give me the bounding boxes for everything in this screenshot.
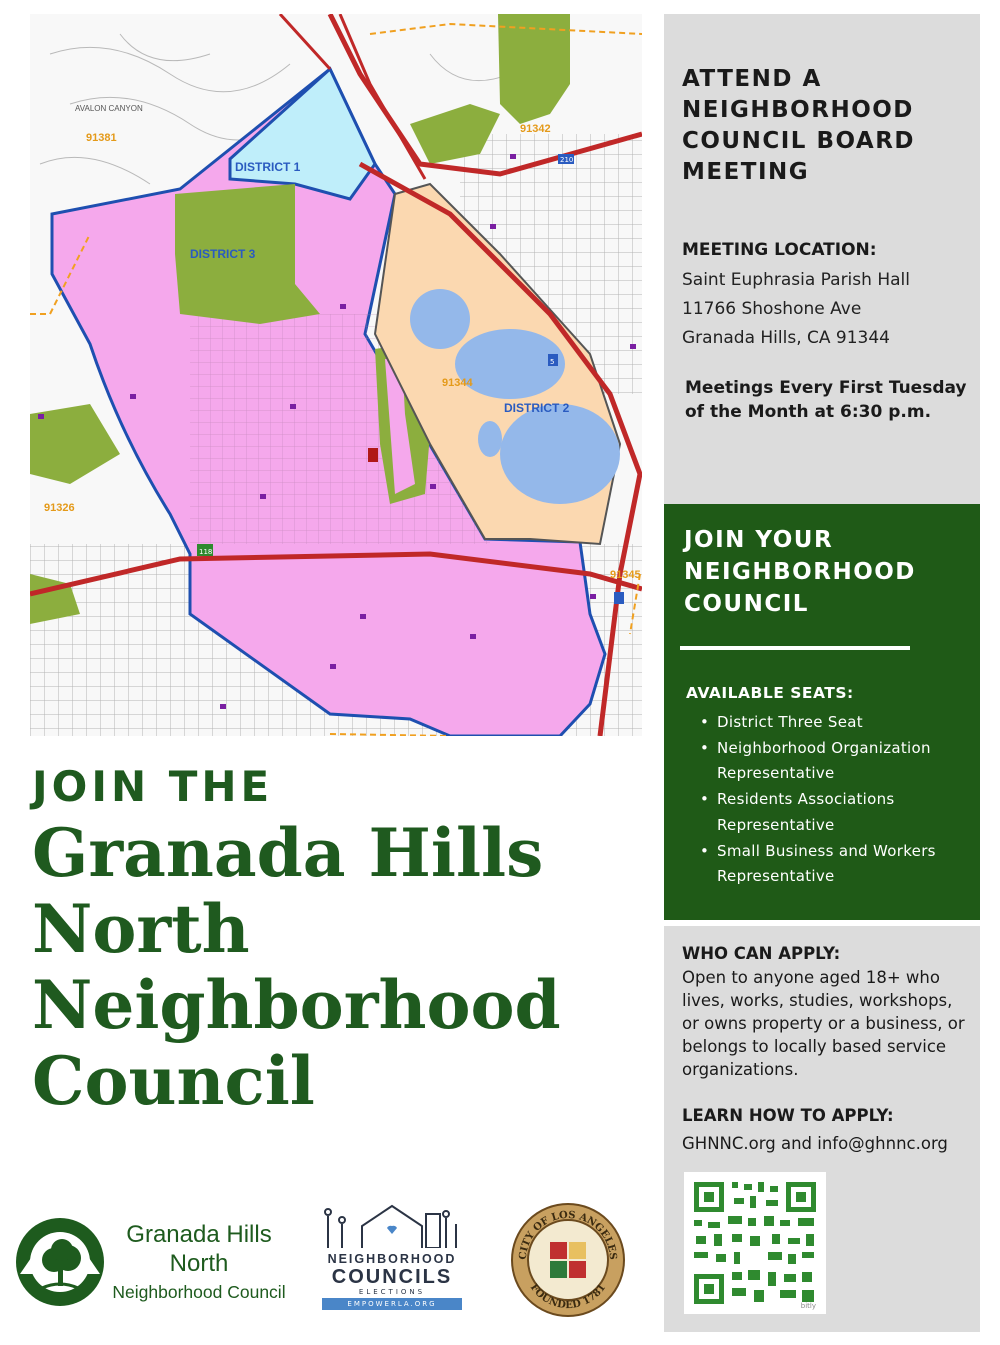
zip-label: 91326 [44, 502, 75, 514]
svg-text:CITY OF LOS ANGELES: CITY OF LOS ANGELES [517, 1209, 619, 1261]
svg-text:FOUNDED 1781: FOUNDED 1781 [527, 1282, 609, 1312]
qr-code[interactable] [684, 1172, 826, 1314]
road-label: 5 [550, 358, 555, 366]
who-can-apply-label: WHO CAN APPLY: [682, 944, 841, 963]
tree-icon [12, 1214, 108, 1310]
meeting-location-label: MEETING LOCATION: [682, 240, 877, 260]
ghnnc-logo [12, 1212, 292, 1312]
city-seal-icon [510, 1202, 626, 1318]
qr-code-icon [684, 1172, 826, 1314]
meeting-panel [664, 14, 980, 504]
district-3-label: DISTRICT 3 [190, 247, 256, 261]
list-item: • District Three Seat [686, 710, 976, 736]
nc-logo-url: EMPOWERLA.ORG [322, 1298, 462, 1310]
district-1-label: DISTRICT 1 [235, 160, 301, 174]
reservoir [478, 421, 502, 457]
logos-row [12, 1198, 652, 1328]
qr-brand-label: bitly [800, 1302, 816, 1310]
meeting-location-address [682, 266, 910, 353]
who-can-apply-text: Open to anyone aged 18+ who lives, works, studies, workshops, or owns property or a business, or belongs to locally based service organizations. [682, 968, 965, 1079]
available-seats-label: AVAILABLE SEATS: [686, 684, 854, 702]
council-name-heading [32, 815, 632, 1119]
learn-how-links[interactable]: GHNNC.org and info@ghnnc.org [682, 1134, 948, 1153]
road-label: 118 [199, 548, 213, 556]
ghnnc-logo-line: North [169, 1250, 229, 1277]
district-map [30, 14, 642, 736]
join-council-title: JOIN YOUR NEIGHBORHOOD COUNCIL [684, 527, 916, 617]
nc-logo-line: NEIGHBORHOOD [327, 1252, 457, 1266]
learn-how-label: LEARN HOW TO APPLY: [682, 1106, 894, 1125]
ghnnc-logo-line: Neighborhood Council [112, 1282, 286, 1302]
neighborhood-councils-logo [312, 1202, 472, 1322]
divider [680, 646, 910, 650]
zip-label: 91344 [442, 377, 473, 389]
ghnnc-logo-line: Granada Hills [126, 1221, 272, 1248]
list-item: • Small Business and Workers Representative [686, 839, 976, 890]
council-name-line: Neighborhood [32, 966, 561, 1044]
council-name-line: North [32, 890, 250, 968]
address-line: 11766 Shoshone Ave [682, 299, 862, 319]
council-name-line: Council [32, 1042, 315, 1120]
attend-meeting-title: ATTEND A NEIGHBORHOOD COUNCIL BOARD MEETING [682, 66, 916, 185]
headline [32, 762, 632, 1119]
reservoir [500, 404, 620, 504]
road-label: AVALON CANYON [75, 104, 143, 113]
nc-logo-line: COUNCILS [331, 1266, 453, 1288]
address-line: Granada Hills, CA 91344 [682, 328, 890, 348]
district-2-label: DISTRICT 2 [504, 401, 570, 415]
zip-label: 91342 [520, 123, 551, 135]
join-council-panel [664, 504, 980, 920]
meeting-schedule: Meetings Every First Tuesday of the Month at 6:30 p.m. [685, 378, 967, 422]
zip-label: 91345 [610, 569, 641, 581]
join-the-heading: JOIN THE [32, 762, 274, 811]
road-label: 210 [560, 156, 574, 164]
ghnnc-logo-text [104, 1220, 294, 1307]
list-item: • Residents Associations Representative [686, 787, 976, 838]
available-seats-list [686, 710, 976, 890]
apply-panel [664, 926, 980, 1332]
address-line: Saint Euphrasia Parish Hall [682, 270, 910, 290]
list-item: • Neighborhood Organization Representative [686, 736, 976, 787]
skyline-icon [322, 1202, 462, 1248]
nc-logo-line: ELECTIONS [358, 1288, 426, 1296]
reservoir [410, 289, 470, 349]
zip-label: 91381 [86, 132, 117, 144]
map-graphic [30, 14, 642, 736]
council-name-line: Granada Hills [32, 814, 544, 892]
